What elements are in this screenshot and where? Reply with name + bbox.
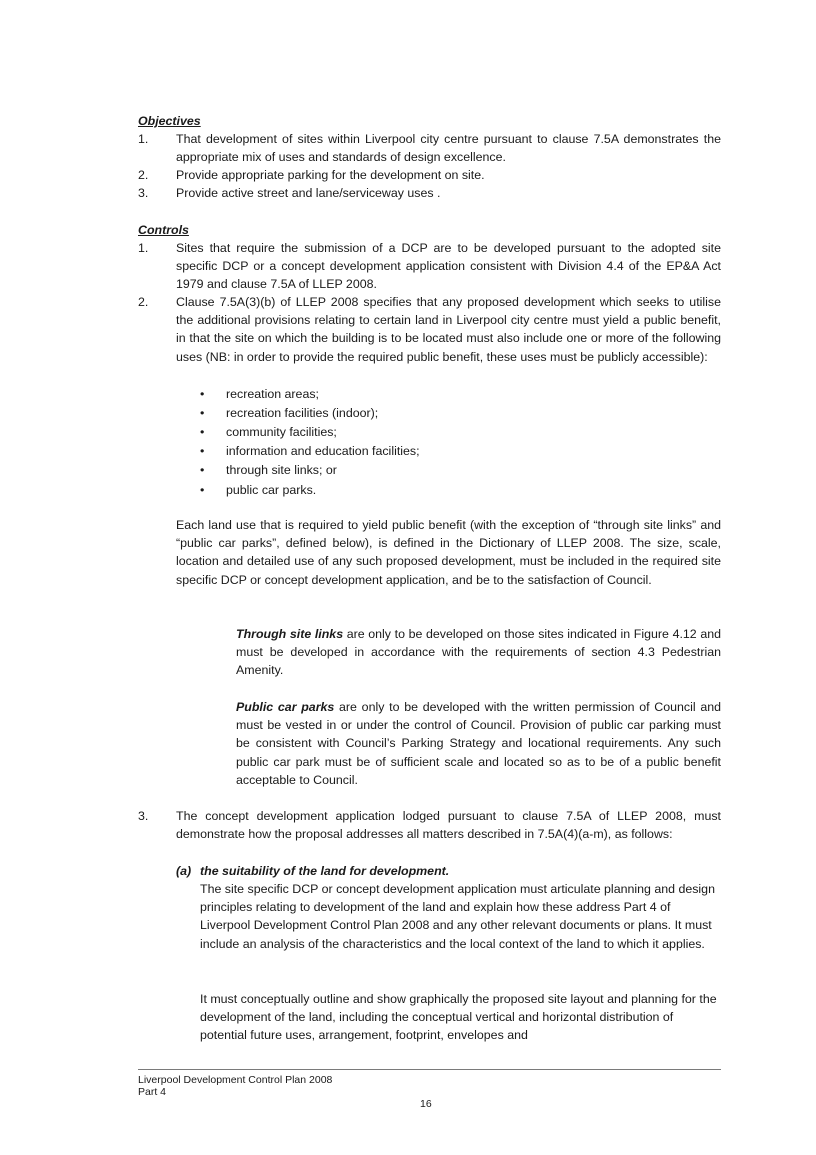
control-text: Sites that require the submission of a DCP are to be developed pursuant to the adopted site specific DCP or a concept development application consistent with Division 4.4 of the EP&A Act 1979 and clause 7.5A of LLEP 2008. — [176, 241, 721, 292]
page-number: 16 — [420, 1098, 432, 1110]
control-text: The concept development application lodged pursuant to clause 7.5A of LLEP 2008, must demonstrate how the proposal addresses all matters described in 7.5A(4)(a-m), as follows: — [176, 809, 721, 842]
objective-text: Provide appropriate parking for the development on site. — [176, 168, 485, 182]
through-site-links-term: Through site links — [236, 627, 344, 641]
objective-number: 2. — [138, 168, 149, 182]
bullet-icon: • — [200, 483, 205, 497]
bullet-icon: • — [200, 444, 205, 458]
bullet-icon: • — [200, 406, 205, 420]
public-benefit-paragraph: Each land use that is required to yield public benefit (with the exception of “through site links” and “public car parks”, defined below), is defined in the Dictionary of LLEP 2008. The size, scale, location and detailed use of any such proposed development, must be included in the required site specific DCP or concept development application, and be to the satisfaction of Council. — [176, 518, 721, 587]
bullet-icon: • — [200, 463, 205, 477]
public-car-parks-term: Public car parks — [236, 700, 335, 714]
controls-heading: Controls — [138, 223, 189, 237]
sub-clause-label: (a) — [176, 864, 192, 878]
document-page: Objectives 1. That development of sites within Liverpool city centre pursuant to clause 7.5A demonstrates the appropriate mix of uses and standards of design excellence. 2. Provide appropriate parking for the development on site. 3. Provide active street and lane/serviceway uses . Controls 1. Sites that require the submission of a DCP are to be developed pursuant to the adopted site specific DCP or a concept development application consistent with Division 4.4 of the EP&A Act 1979 and clause 7.5A of LLEP 2008. 2. Clause 7.5A(3)(b) of LLEP 2008 specifies that any proposed development which seeks to utilise the additional provisions relating to certain land in Liverpool city centre must yield a public benefit, in that the site on which the building is to be located must also include one or more of the following uses (NB: in order to provide the required public benefit, these uses must be publicly accessible): • recreation areas; • recreation facilities (indoor); • community facilities; • information and education facilities; • through site links; or • public car parks. Each land use that is required to yield public benefit (with the exception of “through site links” and “public car parks”, defined below), is defined in the Dictionary of LLEP 2008. The size, scale, location and detailed use of any such proposed development, must be included in the required site specific DCP or concept development application, and be to the satisfaction of Council. Through site links are only to be developed on those sites indicated in Figure 4.12 and must be developed in accordance with the requirements of section 4.3 Pedestrian Amenity. Public car parks are only to be developed with the written permission of Council and must be vested in or under the control of Council. Provision of public car parking must be consistent with Council’s Parking Strategy and locational requirements. Any such public car park must be of sufficient scale and located so as to be of a public benefit acceptable to Council. 3. The concept development application lodged pursuant to clause 7.5A of LLEP 2008, must demonstrate how the proposal addresses all matters described in 7.5A(4)(a-m), as follows: (a) the suitability of the land for development. The site specific DCP or concept development application must articulate planning and design principles relating to development of the land and explain how these address Part 4 of Liverpool Development Control Plan 2008 and any other relevant documents or plans. It must include an analysis of the characteristics and the local context of the land to which it applies. It must conceptually outline and show graphically the proposed site layout and planning for the development of the land, including the conceptual vertical and horizontal distribution of potential future uses, arrangement, footprint, envelopes and Liverpool Development Control Plan 2008 Part 4 16 — [138, 114, 721, 1110]
objective-text: Provide active street and lane/serviceway uses . — [176, 186, 441, 200]
control-number: 3. — [138, 809, 149, 823]
public-car-parks-paragraph: Public car parks are only to be developed with the written permission of Council and must be vested in or under the control of Council. Provision of public car parking must be consistent with Council’s Parking Strategy and locational requirements. Any such public car park must be of sufficient scale and located so as to be of a public benefit acceptable to Council. — [236, 700, 721, 787]
control-text: Clause 7.5A(3)(b) of LLEP 2008 specifies that any proposed development which seeks to utilise the additional provisions relating to certain land in Liverpool city centre must yield a public benefit, in that the site on which the building is to be located must also include one or more of the following uses (NB: in order to provide the required public benefit, these uses must be publicly accessible): — [176, 295, 721, 364]
objective-number: 3. — [138, 186, 149, 200]
through-site-links-paragraph: Through site links are only to be developed on those sites indicated in Figure 4.12 and must be developed in accordance with the requirements of section 4.3 Pedestrian Amenity. — [236, 627, 721, 678]
objective-text: That development of sites within Liverpool city centre pursuant to clause 7.5A demonstrates the appropriate mix of uses and standards of design excellence. — [176, 132, 721, 165]
objectives-heading: Objectives — [138, 114, 201, 128]
footer-part: Part 4 — [138, 1086, 167, 1098]
bullet-icon: • — [200, 425, 205, 439]
control-number: 2. — [138, 295, 149, 309]
sub-clause-paragraph: It must conceptually outline and show graphically the proposed site layout and planning for the development of the land, including the conceptual vertical and horizontal distribution of potential future uses, arrangement, footprint, envelopes and — [200, 992, 717, 1043]
bullet-icon: • — [200, 387, 205, 401]
sub-clause-paragraph: The site specific DCP or concept development application must articulate planning and design principles relating to development of the land and explain how these address Part 4 of Liverpool Development Control Plan 2008 and any other relevant documents or plans. It must include an analysis of the characteristics and the local context of the land to which it applies. — [200, 882, 715, 951]
footer-divider — [138, 1069, 721, 1070]
footer-document-title: Liverpool Development Control Plan 2008 — [138, 1074, 333, 1086]
sub-clause-title: the suitability of the land for development. — [200, 864, 450, 878]
control-number: 1. — [138, 241, 149, 255]
objective-number: 1. — [138, 132, 149, 146]
